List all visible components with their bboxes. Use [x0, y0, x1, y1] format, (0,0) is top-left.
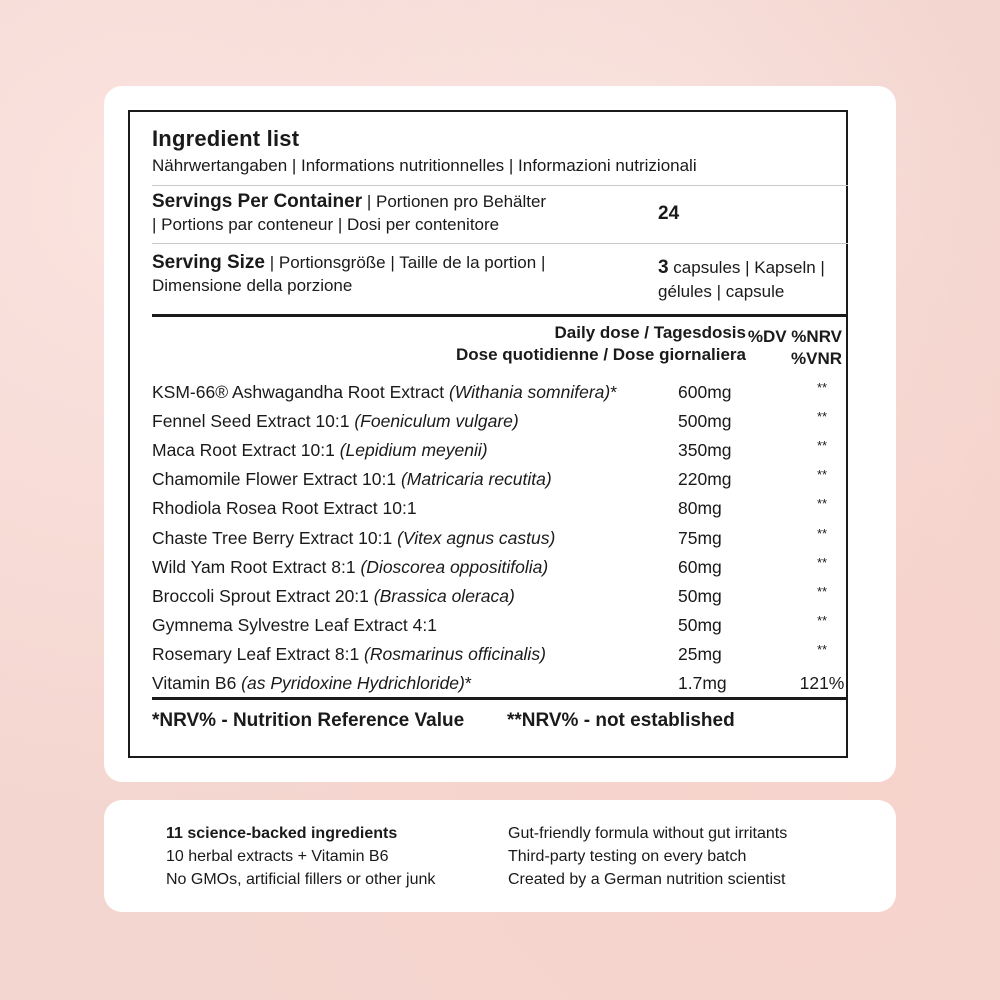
ingredient-dv: ** [816, 583, 828, 599]
ingredient-name [152, 440, 488, 461]
ingredient-name [152, 469, 552, 490]
serving-size-label-line2: Dimensione della porzione [152, 276, 353, 295]
ingredient-common-name: Rosemary Leaf Extract 8:1 [152, 643, 365, 664]
serving-size-label [152, 251, 622, 297]
ingredient-common-name: Broccoli Sprout Extract 20:1 [152, 585, 374, 606]
serving-size-number: 3 [658, 257, 669, 278]
ingredient-dv: ** [816, 380, 828, 395]
ingredient-dv: ** [816, 641, 828, 657]
serving-size-value [658, 256, 825, 304]
ingredient-latin-name: (as Pyridoxine Hydrichloride) [241, 673, 465, 693]
dv-header [742, 326, 842, 370]
ingredient-dv: ** [816, 525, 828, 541]
ingredient-name [152, 557, 548, 578]
divider [152, 185, 848, 186]
ingredient-latin-name: (Matricaria recutita) [400, 469, 552, 490]
ingredient-amount: 25mg [678, 643, 722, 664]
panel-title: Ingredient list [152, 126, 300, 151]
ingredient-latin-name: (Rosmarinus officinalis) [364, 643, 546, 664]
panel-subtitle: Nährwertangaben | Informations nutritionnelles | Informazioni nutrizionali [152, 156, 697, 175]
ingredient-name [152, 528, 555, 549]
ingredient-amount: 350mg [678, 440, 732, 461]
ingredient-common-name: Wild Yam Root Extract 8:1 [152, 556, 361, 577]
ingredient-latin-name: (Withania somnifera) [448, 382, 611, 402]
ingredient-amount: 50mg [678, 614, 722, 635]
benefit-item: Third-party testing on every batch [508, 848, 747, 865]
ingredient-latin-name: (Foeniculum vulgare) [354, 411, 519, 432]
servings-label-bold: Servings Per Container [152, 191, 363, 212]
ingredient-common-name: Fennel Seed Extract 10:1 [152, 411, 355, 432]
ingredient-amount: 50mg [678, 585, 722, 606]
servings-label-line1: | Portionen pro Behälter [362, 192, 547, 211]
ingredient-dv: ** [816, 467, 828, 483]
servings-label-line2: | Portions par conteneur | Dosi per contenitore [152, 215, 500, 234]
ingredient-name [152, 498, 417, 519]
divider [152, 243, 848, 244]
benefit-item: 10 herbal extracts + Vitamin B6 [166, 848, 389, 865]
ingredient-latin-name: (Vitex agnus castus) [397, 527, 556, 548]
nutrition-label-card [104, 86, 896, 782]
serving-size-unit-line2: gélules | capsule [658, 282, 785, 301]
ingredient-row [152, 641, 848, 673]
ingredient-amount: 80mg [678, 498, 722, 519]
dv-header-line2: %VNR [790, 349, 842, 368]
ingredient-row [152, 498, 848, 527]
ingredient-row [152, 612, 848, 644]
ingredient-common-name: Chamomile Flower Extract 10:1 [152, 469, 401, 490]
ingredient-name [152, 615, 437, 636]
ingredient-dv: ** [816, 409, 828, 425]
benefits-card [104, 800, 896, 912]
benefit-item: Gut-friendly formula without gut irritants [508, 825, 788, 842]
servings-value-number: 24 [658, 203, 680, 224]
ingredient-name [152, 644, 546, 665]
servings-label [152, 190, 622, 236]
ingredient-amount: 1.7mg [678, 673, 727, 693]
ingredient-row [152, 583, 848, 615]
ingredient-common-name: KSM-66® Ashwagandha Root Extract [152, 382, 449, 402]
benefit-item: Created by a German nutrition scientist [508, 871, 786, 888]
ingredient-common-name: Maca Root Extract 10:1 [152, 440, 340, 461]
footnote-not-established: **NRV% - not established [507, 710, 735, 731]
ingredient-common-name: Vitamin B6 [152, 673, 242, 693]
serving-size-unit-line1: capsules | Kapseln | [668, 258, 825, 277]
ingredient-row [152, 525, 848, 557]
ingredient-dv: 121% [799, 673, 845, 693]
ingredient-facts-panel [128, 110, 848, 758]
ingredient-common-name: Gymnema Sylvestre Leaf Extract 4:1 [152, 614, 437, 635]
servings-value [658, 202, 679, 226]
ingredient-footnote-mark: * [464, 673, 472, 693]
thick-divider [152, 314, 848, 317]
ingredient-amount: 500mg [678, 411, 732, 432]
ingredient-latin-name: (Dioscorea oppositifolia) [360, 556, 549, 577]
ingredient-row [152, 411, 848, 440]
ingredient-common-name: Chaste Tree Berry Extract 10:1 [152, 527, 398, 548]
daily-dose-header [456, 322, 746, 366]
ingredient-name [152, 411, 519, 432]
footnote-nrv: *NRV% - Nutrition Reference Value [152, 710, 465, 731]
benefit-item: No GMOs, artificial fillers or other junk [166, 871, 436, 888]
ingredient-amount: 60mg [678, 556, 722, 577]
ingredient-latin-name: (Brassica oleraca) [373, 585, 515, 606]
ingredient-row [152, 440, 848, 469]
daily-dose-header-line1: Daily dose / Tagesdosis [554, 323, 746, 342]
ingredient-name [152, 586, 515, 607]
ingredient-common-name: Rhodiola Rosea Root Extract 10:1 [152, 498, 417, 519]
ingredient-row [152, 469, 848, 498]
serving-size-label-bold: Serving Size [152, 252, 265, 273]
ingredient-dv: ** [816, 554, 828, 570]
ingredient-name [152, 382, 617, 403]
ingredient-dv: ** [816, 438, 828, 454]
serving-size-label-line1: | Portionsgröße | Taille de la portion | [265, 253, 546, 272]
ingredient-dv: ** [816, 612, 828, 628]
ingredient-row [152, 382, 848, 411]
ingredient-amount: 220mg [678, 469, 732, 490]
ingredient-dv: ** [816, 496, 828, 512]
ingredient-amount: 600mg [678, 382, 732, 402]
daily-dose-header-line2: Dose quotidienne / Dose giornaliera [456, 345, 746, 364]
dv-header-line1: %DV %NRV [747, 327, 842, 346]
thick-divider [152, 697, 848, 700]
ingredient-row [152, 554, 848, 586]
ingredient-amount: 75mg [678, 527, 722, 548]
ingredient-latin-name: (Lepidium meyenii) [339, 440, 488, 461]
ingredient-name [152, 673, 472, 694]
benefits-left-column [166, 822, 435, 891]
ingredient-footnote-mark: * [610, 382, 618, 402]
benefits-right-column [508, 822, 787, 891]
benefit-item: 11 science-backed ingredients [166, 825, 398, 842]
